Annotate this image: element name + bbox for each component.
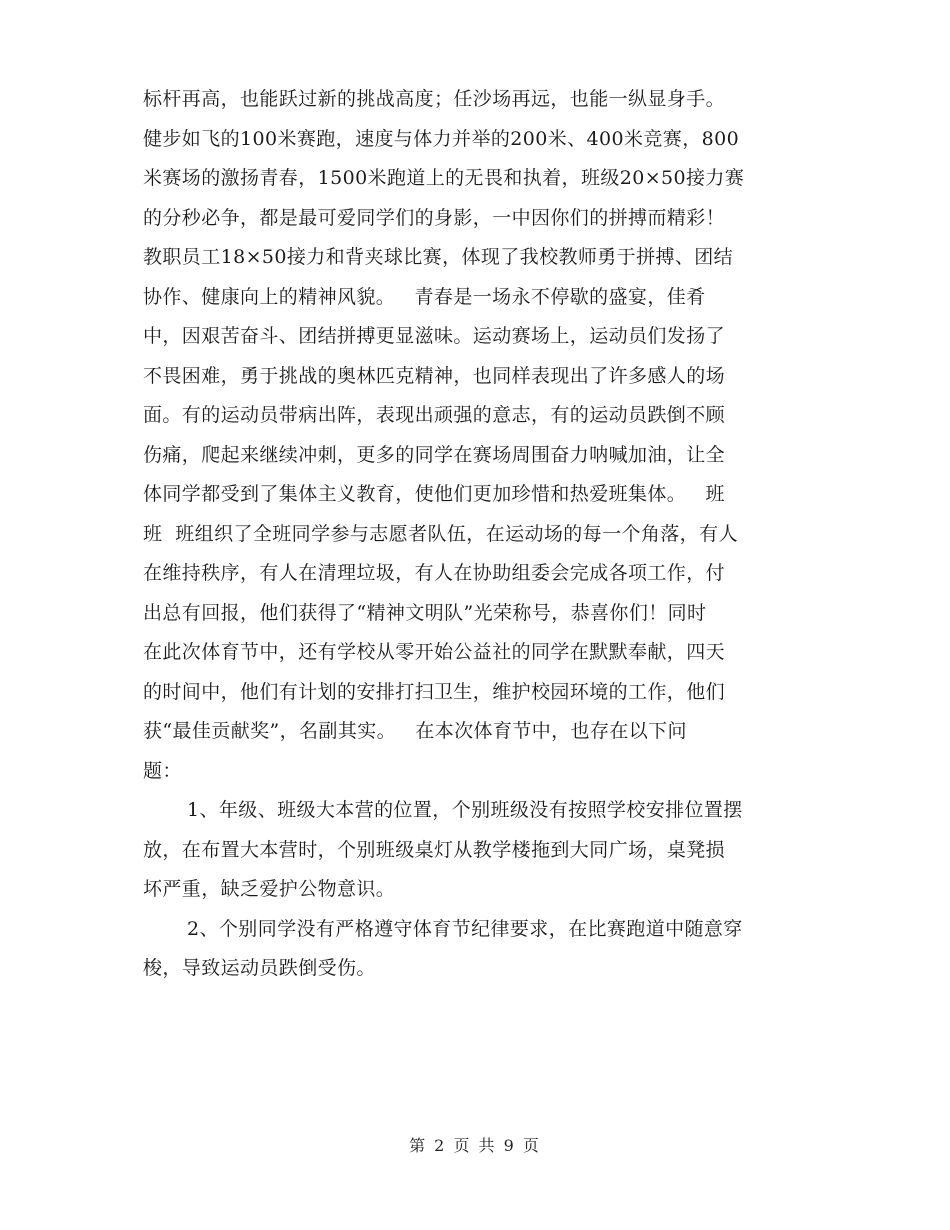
text-line: 中，因艰苦奋斗、团结拼搏更显滋味。运动赛场上，运动员们发扬了 (143, 325, 726, 347)
text-line: 的时间中，他们有计划的安排打扫卫生，维护校园环境的工作，他们 (143, 680, 726, 703)
list-item-1-line: 坏严重，缺乏爱护公物意识。 (143, 878, 396, 900)
text-line: 协作、健康向上的精神风貌。 青春是一场永不停歇的盛宴，佳肴 (143, 285, 706, 308)
text-line: 教职员工18×50接力和背夹球比赛，体现了我校教师勇于拼搏、团结 (143, 246, 734, 268)
text-line: 体同学都受到了集体主义教育，使他们更加珍惜和热爱班集体。 班 (143, 483, 725, 505)
list-item-1-line: 1、年级、班级大本营的位置，个别班级没有按照学校安排位置摆 (187, 799, 743, 821)
text-line: 班 班组织了全班同学参与志愿者队伍，在运动场的每一个角落，有人 (143, 522, 738, 545)
list-item-2-line: 梭，导致运动员跌倒受伤。 (143, 957, 376, 979)
text-line: 在此次体育节中，还有学校从零开始公益社的同学在默默奉献，四天 (143, 641, 726, 663)
list-item-1-line: 放，在布置大本营时，个别班级桌灯从教学楼拖到大同广场，桌凳损 (143, 838, 726, 861)
text-line: 出总有回报，他们获得了“精神文明队”光荣称号，恭喜你们！同时 (143, 601, 707, 624)
text-line: 健步如飞的100米赛跑，速度与体力并举的200米、400米竞赛，800 (143, 127, 740, 150)
text-line: 不畏困难，勇于挑战的奥林匹克精神，也同样表现出了许多感人的场 (143, 364, 726, 387)
text-line: 标杆再高，也能跃过新的挑战高度；任沙场再远，也能一纵显身手。 (143, 88, 726, 110)
text-line: 伤痛，爬起来继续冲刺，更多的同学在赛场周围奋力呐喊加油，让全 (143, 443, 726, 466)
text-line: 面。有的运动员带病出阵，表现出顽强的意志，有的运动员跌倒不顾 (143, 404, 726, 426)
page-number-footer: 第 2 页 共 9 页 (409, 1136, 541, 1155)
text-line: 在维持秩序，有人在清理垃圾，有人在协助组委会完成各项工作，付 (143, 562, 726, 584)
document-body (143, 80, 823, 989)
text-line: 获“最佳贡献奖”，名副其实。 在本次体育节中，也存在以下问 (143, 720, 687, 742)
list-item-2-line: 2、个别同学没有严格遵守体育节纪律要求，在比赛跑道中随意穿 (187, 917, 743, 940)
text-line: 的分秒必争，都是最可爱同学们的身影，一中因你们的拼搏而精彩！ (143, 206, 726, 229)
text-line: 米赛场的激扬青春，1500米跑道上的无畏和执着，班级20×50接力赛 (143, 167, 745, 189)
text-line: 题： (143, 759, 182, 782)
